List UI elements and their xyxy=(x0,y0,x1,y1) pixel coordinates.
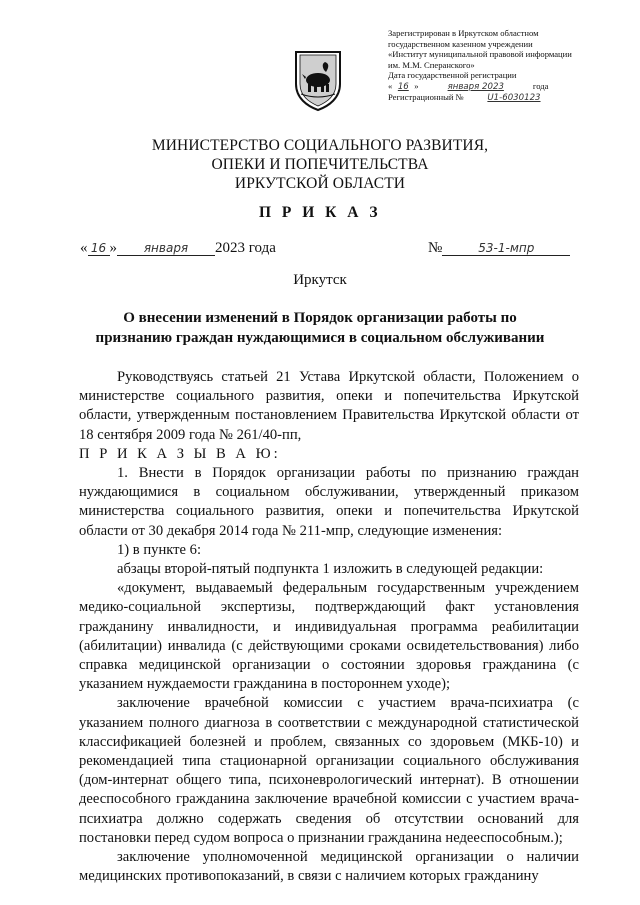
body-paragraph: абзацы второй-пятый подпункта 1 изложить в следующей редакции: xyxy=(117,561,544,578)
order-body xyxy=(79,368,579,886)
order-directive: П Р И К А З Ы В А Ю: xyxy=(79,445,281,462)
ministry-line: ИРКУТСКОЙ ОБЛАСТИ xyxy=(234,175,406,192)
body-paragraph: заключение уполномоченной медицинской организации о наличии медицинских противопоказаний, в связи с наличием которых гражданину xyxy=(79,849,579,885)
body-paragraph: 1. Внести в Порядок организации работы по признанию граждан нуждающимися в социальном обслуживании, утвержденный приказом министерства социального развития, опеки и попечительства Иркутской области от 30 декабря 2014 года № 211-мпр, следующие изменения: xyxy=(79,465,579,539)
number-handwritten: 53-1-мпр xyxy=(442,241,570,256)
stamp-line: Зарегистрирован в Иркутском областном xyxy=(388,28,539,38)
stamp-reg-number-handwritten: U1-6030123 xyxy=(487,93,541,103)
stamp-quote-close: » xyxy=(414,80,419,91)
body-paragraph: «документ, выдаваемый федеральным государственным учреждением медико-социальной экспертизы, подтверждающий факт установления гражданину инвалидности, и индивидуальная программа реабилитации (абилитации) инвалида (с действующими сроками освидетельствования) либо справка медицинской организации о состоянии здоровья гражданина (с указанием нуждаемости гражданина в постороннем уходе); xyxy=(79,580,579,693)
city: Иркутск xyxy=(293,272,347,288)
stamp-line: Дата государственной регистрации xyxy=(388,70,517,80)
stamp-line: государственном казенном учреждении xyxy=(388,38,533,49)
stamp-day-handwritten: 16 xyxy=(397,81,409,92)
order-number xyxy=(428,240,570,257)
order-date xyxy=(80,240,276,257)
date-year: 2023 года xyxy=(215,240,276,256)
body-paragraph: заключение врачебной комиссии с участием врача-психиатра (с указанием полного диагноза в соответствии с международной статистической классификацией болезней и проблем, связанных со здоровьем (МКБ-10) и рекомендацией типа стационарной организации социального обслуживания (дом-интернат общего типа, психоневрологический интернат). В отношении дееспособного гражданина заключение врачебной комиссии с участием врача-психиатра должно содержать сведения об отсутствии оснований для постановки перед судом вопроса о признании гражданина недееспособным.); xyxy=(79,695,579,846)
order-title: П Р И К А З xyxy=(258,204,382,221)
stamp-month-handwritten: января 2023 xyxy=(447,81,504,92)
number-label: № xyxy=(428,240,443,256)
ministry-header xyxy=(0,136,640,193)
stamp-reg-label: Регистрационный № xyxy=(388,92,464,102)
date-quote-open: « xyxy=(80,240,88,256)
ministry-line: ОПЕКИ И ПОПЕЧИТЕЛЬСТВА xyxy=(211,156,429,173)
stamp-line: им. М.М. Сперанского» xyxy=(388,59,475,70)
date-month-handwritten: января xyxy=(117,241,215,256)
coat-of-arms-icon xyxy=(293,50,343,112)
stamp-quote-open: « xyxy=(388,80,393,91)
stamp-reg-number-line xyxy=(388,92,598,104)
stamp-line: «Институт муниципальной правовой информации xyxy=(388,49,572,59)
stamp-year-suffix: года xyxy=(532,80,549,91)
order-subject: О внесении изменений в Порядок организации работы по признанию граждан нуждающимися в социальном обслуживании xyxy=(95,310,545,346)
ministry-line: МИНИСТЕРСТВО СОЦИАЛЬНОГО РАЗВИТИЯ, xyxy=(151,137,489,154)
stamp-date-line xyxy=(388,81,598,93)
date-quote-close: » xyxy=(109,240,117,256)
body-paragraph: 1) в пункте 6: xyxy=(117,541,202,558)
registration-stamp xyxy=(388,28,598,104)
body-paragraph: Руководствуясь статьей 21 Устава Иркутской области, Положением о министерстве социального развития, опеки и попечительства Иркутской области, утвержденным постановлением Правительства Иркутской области от 18 сентября 2009 года № 261/40-пп, xyxy=(79,369,579,443)
date-day-handwritten: 16 xyxy=(88,241,110,256)
